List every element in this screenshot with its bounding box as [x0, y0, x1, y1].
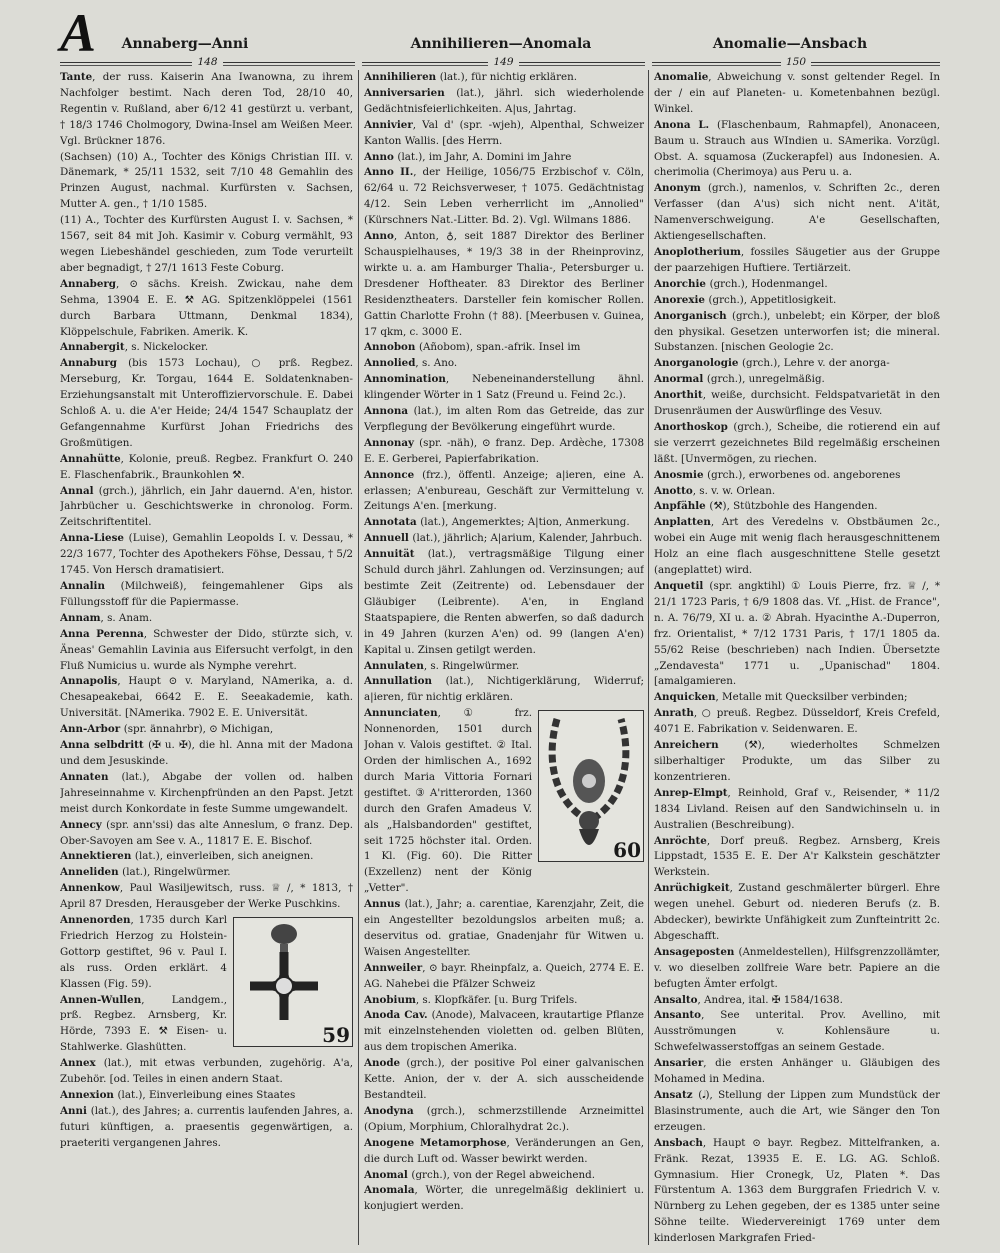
headword: Anneliden [60, 866, 123, 879]
headword: Ansageposten [654, 945, 739, 958]
entry: Anobium, s. Klopfkäfer. [u. Burg Trifels. [364, 993, 578, 1006]
entry: Anomalie, Abweichung v. sonst geltender Regel. In der ∕ ein auf Planeten- u. Kometenbahnen bezügl. Winkel. [654, 71, 940, 115]
page-number-right: 150 [652, 54, 940, 70]
headword: Anorthoskop [654, 420, 734, 433]
entry: Ansarier, die ersten Anhänger u. Gläubigen des Mohamed in Medina. [654, 1057, 940, 1086]
headword: Annomination [364, 373, 446, 386]
entry: Annaberg, ⊙ sächs. Kreish. Zwickau, nahe dem Sehma, 13904 E. E. ⚒ AG. Spitzenklöppelei (1561 durch Barbara Uttmann, Denkmal 1834), Klöppelschule, Fabriken. Amerik. K. [60, 277, 353, 338]
entry: Anorganisch (grch.), unbelebt; ein Körper, der bloß den physikal. Gesetzen unterworfen ist; die mineral. Substanzen. [nischen Geologie 2c. [654, 309, 940, 354]
entry: Anrep-Elmpt, Reinhold, Graf v., Reisender, * 11/2 1834 Livland. Reisen auf den Sandwichinseln u. in Australien (Beschreibung). [654, 786, 940, 831]
entry: Ansageposten (Anmeldestellen), Hilfsgrenzzollämter, v. wo dieselben zollfreie Ware betr. Papiere an die befugten Ämter erfolgt. [654, 945, 940, 990]
headword: Anröchte [654, 834, 707, 847]
headword: Annektieren [60, 850, 135, 863]
headword: Anona L. [654, 118, 717, 131]
entry: Anonym (grch.), namenlos, v. Schriften 2c., deren Verfasser (dan A'us) sich nicht nent. A'ität, Namenverschweigung. A'e Gesellschaften, Aktiengesellschaften. [654, 182, 940, 243]
entry: Anomala, Wörter, die unregelmäßig dekliniert u. konjugiert werden. [364, 1184, 644, 1213]
entry: Annomination, Nebeneinanderstellung ähnl. klingender Wörter in 1 Satz (Freund u. Feind 2c.). [364, 373, 644, 402]
headword: Annonay [364, 436, 420, 449]
entry: Annobon (Añobom), span.-afrik. Insel im [364, 341, 581, 354]
entry: Anquicken, Metalle mit Quecksilber verbinden; [654, 691, 908, 704]
entry: Annweiler, ⊙ bayr. Rheinpfalz, a. Queich, 2774 E. E. AG. Nahebei die Pfälzer Schweiz [364, 961, 644, 990]
headword: Anode [364, 1057, 407, 1070]
entry: Tante, der russ. Kaiserin Ana Iwanowna, zu ihrem Nachfolger bestimt. Nach deren Tod, 28/10 40, Regentin v. Rußland, aber 6/12 41 gestürzt u. verbant, † 18/3 1746 Cholmogory, Dwina-Insel am Weißen Meer. Vgl. Brückner 1876. [60, 71, 353, 147]
entry: Ansanto, See unterital. Prov. Avellino, mit Ausströmungen v. Kohlensäure u. Schwefelwasserstoffgas an seinem Gestade. [654, 1009, 940, 1054]
entry: Anquetil (spr. angktihl) ① Louis Pierre, frz. ♕ ∕, * 21/1 1723 Paris, † 6/9 1808 das. Vf. „Hist. de France", n. A. 76/79, XI u. a. ② Abrah. Hyacinthe A.-Duperron, frz. Orientalist, * 7/12 1731 Paris, † 17/1 1805 da. 55/62 Reise (beschrieben) nach Indien. Übersetzte „Zendavesta" 1771 u. „Upanischad" 1804. [amalgamieren. [654, 580, 940, 688]
entry: Annullation (lat.), Nichtigerklärung, Widerruf; a|ieren, für nichtig erklären. [364, 675, 644, 704]
entry: Annex (lat.), mit etwas verbunden, zugehörig. A'a, Zubehör. [od. Teiles in einen andern Staat. [60, 1057, 353, 1086]
entry: Anni (lat.), des Jahres; a. currentis laufenden Jahres, a. futuri künftigen, a. praesentis gegenwärtigen, a. praeteriti vergangenen Jahres. [60, 1104, 353, 1149]
headword: Tante [60, 71, 93, 83]
headword: Anniversarien [364, 86, 457, 99]
running-head-right: Anomalie—Ansbach [712, 36, 868, 52]
headword: Annihilieren [364, 71, 440, 83]
entry: Anotto, s. v. w. Orlean. [654, 484, 776, 497]
headword: Ansarier [654, 1057, 704, 1070]
figure-60-number: 60 [613, 838, 641, 863]
headword: Anno II. [364, 166, 414, 179]
headword: Ansbach [654, 1136, 703, 1149]
entry: Annecy (spr. ann'ssi) das alte Anneslum, ⊙ franz. Dep. Ober-Savoyen am See v. A., 11817 E. E. Bischof. [60, 818, 353, 847]
headword: Anrüchigkeit [654, 882, 730, 895]
headword: Annexion [60, 1089, 118, 1101]
running-head-center: Annihilieren—Anomala [410, 36, 592, 52]
entry: Anodyna (grch.), schmerzstillende Arzneimittel (Opium, Morphium, Chloralhydrat 2c.). [364, 1104, 644, 1133]
headword: Annaten [60, 770, 122, 783]
headword: Anna selbdritt [60, 739, 149, 752]
section-letter: A [60, 3, 97, 63]
headword: Annona [364, 405, 414, 418]
running-head-left: Annaberg—Anni [121, 36, 249, 52]
figure-59 [233, 917, 353, 1047]
entry: Annabergit, s. Nickelocker. [60, 341, 209, 354]
headword: Annabergit [60, 341, 125, 354]
headword: Anomalie [654, 71, 709, 83]
column-left [60, 70, 353, 1247]
headword: Anpfähle [654, 500, 710, 513]
entry: Anorganologie (grch.), Lehre v. der anorga- [654, 357, 890, 370]
entry: Anorchie (grch.), Hodenmangel. [654, 277, 828, 290]
entry: Anoplotherium, fossiles Säugetier aus der Gruppe der paarzehigen Huftiere. Tertiärzeit. [654, 245, 940, 274]
headword: Anni [60, 1104, 91, 1117]
headword: Anquicken [654, 691, 716, 704]
entry: Anomal (grch.), von der Regel abweichend. [364, 1168, 596, 1181]
headword: Anomal [364, 1168, 412, 1181]
headword: Annonce [364, 468, 423, 481]
entry: Annolied, s. Ano. [364, 357, 458, 370]
headword: Anno [364, 230, 394, 243]
headword: Annotata [364, 516, 421, 529]
entry: Annektieren (lat.), einverleiben, sich aneignen. [60, 850, 314, 863]
entry: Annalin (Milchweiß), feingemahlener Gips als Füllungsstoff für die Papiermasse. [60, 580, 353, 608]
headword: Annweiler [364, 961, 423, 974]
headword: Anquetil [654, 580, 710, 592]
entry: Annaburg (bis 1573 Lochau), ○ prß. Regbez. Merseburg, Kr. Torgau, 1644 E. Soldatenknaben-Erziehungsanstalt mit Unteroffiziervorschule. E. Dabei Schloß A. u. die A'er Heide; 24/4 1547 Schauplatz der Gefangennahme Kurfürst Johan Friedrichs des Großmütigen. [60, 357, 353, 449]
entry: Anorexie (grch.), Appetitlosigkeit. [654, 293, 837, 306]
headword: Anonym [654, 182, 708, 195]
headword: Ann-Arbor [60, 723, 124, 736]
entry: Annenorden, 1735 durch Karl Friedrich Herzog zu Holstein-Gottorp gestiftet, 96 v. Paul I. als russ. Orden erklärt. 4 Klassen (Fig. 59). [60, 914, 227, 990]
entry: Annaten (lat.), Abgabe der vollen od. halben Jahreseinnahme v. Kirchenpfründen an den Papst. Jetzt meist durch Konkordate in feste Summe umgewandelt. [60, 770, 353, 815]
entry: Annonay (spr. -näh), ⊙ franz. Dep. Ardèche, 17308 E. E. Gerberei, Papierfabrikation. [364, 436, 644, 465]
headword: Annullation [364, 675, 446, 688]
headword: Annahütte [60, 452, 121, 465]
column-divider-1 [358, 70, 359, 1245]
entry: Annotata (lat.), Angemerktes; A|tion, Anmerkung. [364, 516, 630, 529]
entry: Anogene Metamorphose, Veränderungen an Gen, die durch Luft od. Wasser bewirkt werden. [364, 1136, 644, 1165]
entry: Anna selbdritt (✠ u. ✠), die hl. Anna mit der Madona und dem Jesuskinde. [60, 739, 353, 767]
headword: Anoda Cav. [364, 1009, 432, 1022]
headword: Anorchie [654, 277, 710, 290]
headword: Annaberg [60, 277, 117, 290]
headword: Ansatz [654, 1089, 699, 1101]
entry: Annam, s. Anam. [60, 611, 153, 624]
entry: Annexion (lat.), Einverleibung eines Staates [60, 1089, 296, 1101]
headword: Annenorden [60, 914, 131, 927]
figure-60 [538, 710, 644, 862]
entry: Anorthit, weiße, durchsicht. Feldspatvarietät in den Drusenräumen der Auswürflinge des Vesuv. [654, 389, 940, 418]
headword: Anogene Metamorphose [364, 1136, 507, 1149]
figure-59-number: 59 [322, 1023, 350, 1048]
headword: Anomala [364, 1184, 415, 1197]
entry: Annahütte, Kolonie, preuß. Regbez. Frankfurt O. 240 E. Flaschenfabrik., Braunkohlen ⚒. [60, 452, 353, 481]
headword: Anobium [364, 993, 416, 1006]
headword: Anotto [654, 484, 693, 497]
entry: Anona L. (Flaschenbaum, Rahmapfel), Anonaceen, Baum u. Strauch aus WIndien u. SAmerika. Vorzügl. Obst. A. squamosa (Zuckerapfel) aus Indonesien. A. cherimolia (Cherimoya) aus Peru u. a. [654, 118, 940, 179]
entry: Anrüchigkeit, Zustand geschmälerter bürgerl. Ehre wegen unehel. Geburt od. niederen Berufs (z. B. Abdecker), bewirkte Unfähigkeit zum Zunfteintritt 2c. Abgeschafft. [654, 882, 940, 942]
headword: Anrath [654, 707, 694, 720]
entry: Anrath, ○ preuß. Regbez. Düsseldorf, Kreis Crefeld, 4071 E. Fabrikation v. Seidenwaren. E. [654, 707, 940, 736]
entry: Anröchte, Dorf preuß. Regbez. Arnsberg, Kreis Lippstadt, 1535 E. E. Der A'r Kalkstein geschätzter Werkstein. [654, 834, 940, 879]
headword: Anno [364, 150, 398, 163]
headword: Anoplotherium [654, 245, 741, 258]
entry: Ansatz (𝅘𝅥), Stellung der Lippen zum Mundstück der Blasinstrumente, auch die Art, wie Sänger den Ton erzeugen. [654, 1089, 940, 1133]
column-right [654, 70, 940, 1247]
entry: Anneliden (lat.), Ringelwürmer. [60, 866, 231, 879]
entry: Anosmie (grch.), erworbenes od. angeborenes [654, 468, 901, 481]
headword: Anorthit [654, 389, 703, 402]
headword: Annuell [364, 532, 413, 545]
headword: Anna Perenna [60, 627, 144, 640]
entry: Anno II., der Heilige, 1056/75 Erzbischof v. Cöln, 62/64 u. 72 Reichsverweser, † 1075. Gedächtnistag 4/12. Sein Leben verherrlicht im „Annolied" (Kürschners Nat.-Litter. Bd. 2). Vgl. Wilmans 1886. [364, 166, 644, 227]
headword: Anodyna [364, 1104, 427, 1117]
entry: Annona (lat.), im alten Rom das Getreide, das zur Verpflegung der Bevölkerung eingeführt wurde. [364, 405, 644, 433]
entry: Anna-Liese (Luise), Gemahlin Leopolds I. v. Dessau, * 22/3 1677, Tochter des Apothekers Föhse, Dessau, † 5/2 1745. Von Hersch dramatisiert. [60, 532, 353, 577]
entry: Ansalto, Andrea, ital. ✠ 1584/1638. [654, 993, 843, 1006]
page-number-center: 149 [362, 54, 645, 70]
headword: Annunciaten [364, 707, 438, 720]
entry: Ansbach, Haupt ⊙ bayr. Regbez. Mittelfranken, a. Fränk. Rezat, 13935 E. E. LG. AG. Schloß. Gymnasium. Hier Cronegk, Uz, Platen *. Das Fürstentum A. 1363 dem Burggrafen Friedrich V. v. Nürnberg zu Lehen gegeben, der es 1385 unter seine Söhne teilte. Wiedervereinigt 1769 unter dem kinderlosen Markgrafen Fried- [654, 1136, 940, 1245]
headword: Anplatten [654, 516, 711, 529]
entry: Annapolis, Haupt ⊙ v. Maryland, NAmerika, a. d. Chesapeakebai, 6642 E. E. Seeakademie, kath. Universität. [NAmerika. 7902 E. E. Universität. [60, 675, 353, 720]
headword: Anrep-Elmpt [654, 786, 728, 799]
headword: Annobon [364, 341, 419, 354]
headword: Anorganisch [654, 309, 732, 322]
entry: Anormal (grch.), unregelmäßig. [654, 373, 825, 386]
headword: Anormal [654, 373, 707, 386]
headword: Annuität [364, 548, 428, 561]
entry: Anplatten, Art des Veredelns v. Obstbäumen 2c., wobei ein Auge mit wenig flach herausgeschnittenem Holz an eine flach ausgeschnittene Stelle gesetzt (angeplattet) wird. [654, 516, 940, 577]
entry: Anorthoskop (grch.), Scheibe, die rotierend ein auf sie verzerrt gezeichnetes Bild regelmäßig erscheinen läßt. [Unvermögen, zu riechen. [654, 420, 940, 465]
entry: Anniversarien (lat.), jährl. sich wiederholende Gedächtnisfeierlichkeiten. A|us, Jahrtag. [364, 86, 644, 115]
headword: Ansalto [654, 993, 698, 1006]
entry: Anna Perenna, Schwester der Dido, stürzte sich, v. Äneas' Gemahlin Lavinia aus Eifersucht verfolgt, in den Fluß Numicius u. wurde als Nymphe verehrt. [60, 627, 353, 672]
headword: Anorexie [654, 293, 709, 306]
entry: Anno, Anton, ♁, seit 1887 Direktor des Berliner Schauspielhauses, * 19/3 38 in der Rheinprovinz, wirkte u. a. am Hamburger Thalia-, Petersburger u. Dresdener Hoftheater. 83 Direktor des Berliner Residenztheaters. Darsteller fein komischer Rollen. Gattin Charlotte Frohn († 88). [Meerbusen v. Guinea, 17 qkm, c. 3000 E. [364, 230, 644, 338]
entry: Annus (lat.), Jahr; a. carentiae, Karenzjahr, Zeit, die ein Angestellter bezoldungslos arbeiten muß; a. deservitus od. gratiae, Gnadenjahr für Witwen u. Waisen Angestellter. [364, 898, 644, 958]
entry: Anoda Cav. (Anode), Malvaceen, krautartige Pflanze mit einzelnstehenden violetten od. gelben Blüten, aus dem tropischen Amerika. [364, 1009, 644, 1054]
headword: Annus [364, 898, 405, 911]
entry: Annuität (lat.), vertragsmäßige Tilgung einer Schuld durch jährl. Zahlungen od. Verzinsungen; auf bestimte Zeit (Zeitrente) od. Lebensdauer der Gläubiger (Leibrente). A'en, in England Staatspapiere, die Renten abwerfen, so daß dadurch in 49 Jahren (kurzen A'en) od. 99 (langen A'en) Kapital u. Zinsen getilgt werden. [364, 548, 644, 656]
entry: Ann-Arbor (spr. ännahrbr), ⊙ Michigan, [60, 723, 274, 736]
column-center [364, 70, 644, 1247]
column-divider-2 [648, 70, 649, 1245]
entry: (11) A., Tochter des Kurfürsten August I. v. Sachsen, * 1567, seit 84 mit Joh. Kasimir v. Coburg vermählt, 93 wegen Liebeshändel geschieden, zum Tode verurteilt aber begnadigt, † 27/1 1613 Feste Coburg. [60, 214, 353, 274]
page-number-left: 148 [60, 54, 355, 70]
entry: Annenkow, Paul Wasiljewitsch, russ. ♕ ∕, * 1813, † April 87 Dresden, Herausgeber der Werke Puschkins. [60, 882, 353, 911]
headword: Annen-Wullen [60, 993, 142, 1006]
entry: Annen-Wullen, Landgem., prß. Regbez. Arnsberg, Kr. Hörde, 7393 E. ⚒ Eisen- u. Stahlwerke. Glashütten. [60, 993, 227, 1054]
headword: Annaburg [60, 357, 129, 370]
headword: Annecy [60, 818, 107, 831]
headword: Anosmie [654, 468, 708, 481]
entry: Anreichern (⚒), wiederholtes Schmelzen silberhaltiger Produkte, um das Silber zu konzentrieren. [654, 739, 940, 783]
headword: Annapolis [60, 675, 118, 688]
headword: Anorganologie [654, 357, 743, 370]
entry: Annuell (lat.), jährlich; A|arium, Kalender, Jahrbuch. [364, 532, 643, 545]
headword: Annam [60, 611, 101, 624]
headword: Annulaten [364, 659, 424, 672]
entry: Annulaten, s. Ringelwürmer. [364, 659, 520, 672]
headword: Annolied [364, 357, 416, 370]
headword: Ansanto [654, 1009, 702, 1022]
headword: Annalin [60, 580, 121, 592]
entry: Anpfähle (⚒), Stützbohle des Hangenden. [654, 500, 878, 513]
headword: Anna-Liese [60, 532, 129, 545]
entry: Anode (grch.), der positive Pol einer galvanischen Kette. Anion, der v. der A. sich ausscheidende Bestandteil. [364, 1057, 644, 1101]
entry: Annal (grch.), jährlich, ein Jahr dauernd. A'en, histor. Jahrbücher u. Geschichtswerke in chronolog. Form. Zeitschriftentitel. [60, 484, 353, 529]
headword: Annivier [364, 118, 413, 131]
entry: (Sachsen) (10) A., Tochter des Königs Christian III. v. Dänemark, * 25/11 1532, seit 7/10 48 Gemahlin des Prinzen August, nachmal. Kurfürsten v. Sachsen, Mutter A. gen., † 1/10 1585. [60, 150, 353, 211]
entry: Annivier, Val d' (spr. -wjeh), Alpenthal, Schweizer Kanton Wallis. [des Herrn. [364, 118, 644, 147]
headword: Annex [60, 1057, 104, 1070]
entry: Annunciaten, ① frz. Nonnenorden, 1501 durch Johan v. Valois gestiftet. ② Ital. Orden der himlischen A., 1692 durch Maria Vittoria Fornari gestiftet. ③ A'ritterorden, 1360 durch den Grafen Amadeus V. als „Halsbandorden" gestiftet, seit 1725 höchster ital. Orden. 1 Kl. (Fig. 60). Die Ritter (Exzellenz) nent der König „Vetter". [364, 707, 532, 895]
entry: Annonce (frz.), öffentl. Anzeige; a|ieren, eine A. erlassen; A'enbureau, Geschäft zur Vermittelung v. Zeitungs A'en. [merkung. [364, 468, 644, 513]
entry: Anno (lat.), im Jahr, A. Domini im Jahre [364, 150, 572, 163]
headword: Annenkow [60, 882, 120, 895]
headword: Annal [60, 484, 99, 497]
headword: Anreichern [654, 739, 745, 752]
entry: Annihilieren (lat.), für nichtig erklären. [364, 71, 577, 83]
